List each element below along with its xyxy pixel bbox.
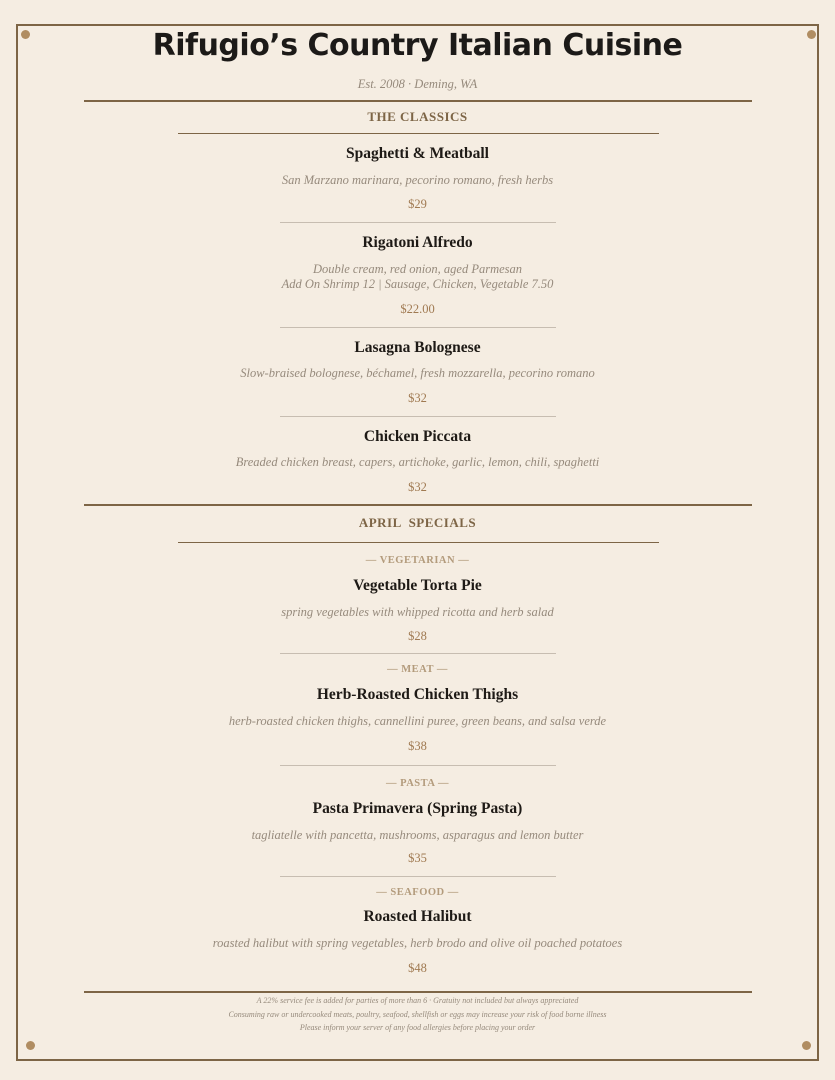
menu-item-price: $48 — [408, 961, 427, 975]
established-line: Est. 2008 · Deming, WA — [357, 77, 478, 91]
menu-item-description: tagliatelle with pancetta, mushrooms, asparagus and lemon butter — [251, 828, 584, 842]
divider — [280, 876, 556, 877]
section-heading-classics: THE CLASSICS — [367, 109, 468, 124]
menu-item-description: herb-roasted chicken thighs, cannellini puree, green beans, and salsa verde — [228, 714, 607, 728]
footer-note: Consuming raw or undercooked meats, poultry, seafood, shellfish or eggs may increase your risk of food borne illness — [228, 1010, 607, 1019]
menu-item-description: Slow-braised bolognese, béchamel, fresh mozzarella, pecorino romano — [240, 366, 595, 380]
divider — [84, 504, 752, 506]
menu-item-name: Pasta Primavera (Spring Pasta) — [312, 800, 523, 817]
menu-item-name: Lasagna Bolognese — [354, 339, 481, 356]
divider — [84, 991, 752, 993]
footer-note: Please inform your server of any food allergies before placing your order — [299, 1023, 536, 1032]
menu-item-description: Breaded chicken breast, capers, artichoke, garlic, lemon, chili, spaghetti — [235, 455, 600, 469]
menu-item-name: Roasted Halibut — [363, 908, 472, 925]
restaurant-title: Rifugio’s Country Italian Cuisine — [152, 28, 683, 63]
section-heading-specials: APRIL SPECIALS — [358, 515, 477, 530]
menu-item-price: $22.00 — [400, 302, 435, 316]
menu-item-price: $35 — [408, 851, 427, 865]
divider — [280, 416, 556, 417]
menu-item-description: roasted halibut with spring vegetables, herb brodo and olive oil poached potatoes — [212, 936, 623, 950]
menu-item-name: Herb-Roasted Chicken Thighs — [316, 686, 519, 703]
menu-item-addon: Add On Shrimp 12 | Sausage, Chicken, Vegetable 7.50 — [281, 277, 554, 291]
menu-item-name: Spaghetti & Meatball — [346, 145, 489, 162]
special-category: — PASTA — — [385, 778, 450, 789]
menu-item-name: Rigatoni Alfredo — [362, 234, 473, 251]
divider — [280, 653, 556, 654]
menu-item-price: $29 — [408, 197, 427, 211]
divider — [280, 222, 556, 223]
menu-item-price: $32 — [408, 391, 427, 405]
footer-note: A 22% service fee is added for parties of more than 6 · Gratuity not included but always appreciated — [256, 996, 579, 1005]
menu-item-description: San Marzano marinara, pecorino romano, fresh herbs — [281, 173, 554, 187]
menu-item-price: $32 — [408, 480, 427, 494]
menu-item-name: Chicken Piccata — [363, 428, 472, 445]
divider — [178, 133, 659, 134]
special-category: — VEGETARIAN — — [365, 555, 470, 566]
divider — [178, 542, 659, 543]
menu-item-name: Vegetable Torta Pie — [353, 577, 482, 594]
special-category: — SEAFOOD — — [376, 887, 459, 898]
divider — [84, 100, 752, 102]
corner-dot — [26, 1041, 35, 1050]
corner-dot — [802, 1041, 811, 1050]
menu-item-price: $28 — [408, 629, 427, 643]
menu-item-description: spring vegetables with whipped ricotta and herb salad — [281, 605, 554, 619]
menu-item-price: $38 — [408, 739, 427, 753]
divider — [280, 327, 556, 328]
special-category: — MEAT — — [387, 664, 448, 675]
menu-item-description: Double cream, red onion, aged Parmesan — [312, 262, 523, 276]
divider — [280, 765, 556, 766]
